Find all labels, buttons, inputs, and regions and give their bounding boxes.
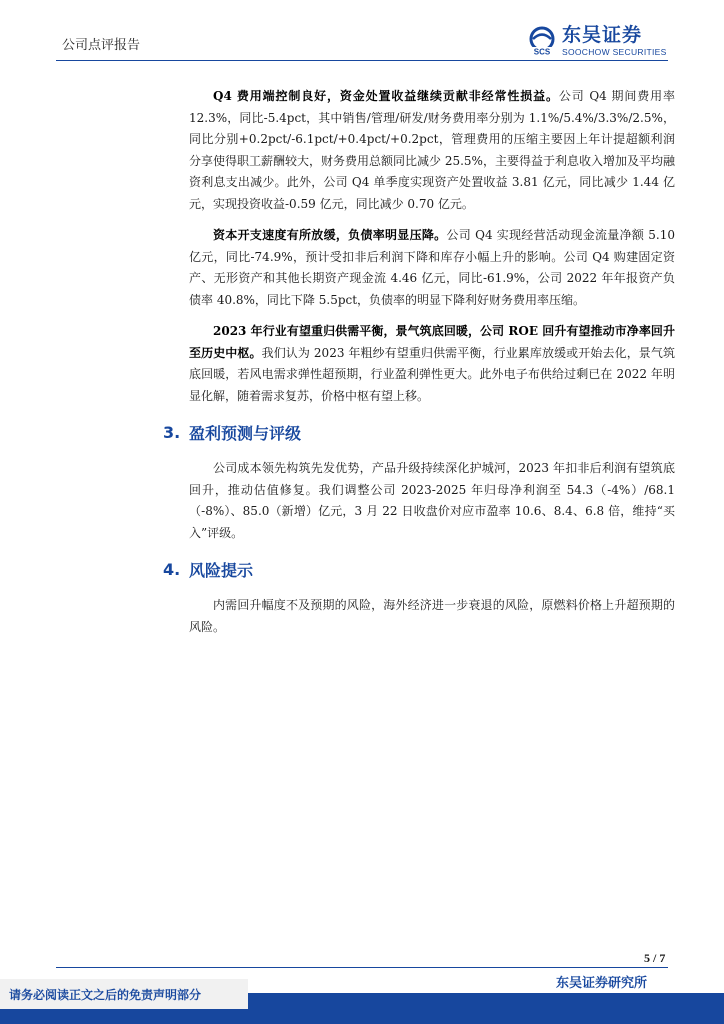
paragraph-outlook [189,321,675,407]
paragraph-risk: 内需回升幅度不及预期的风险，海外经济进一步衰退的风险，原燃料价格上升超预期的风险。 [189,598,675,634]
footer-organization: 东吴证券研究所 [556,976,648,991]
section-number: 3. [163,423,181,442]
paragraph-outlook-lead: 2023 年行业有望重归供需平衡，景气筑底回暖，公司 ROE 回升有望推动市净率回升至历史中枢。 [189,324,675,360]
footer-divider [56,967,668,968]
company-logo [527,26,667,57]
paragraph-expenses-text: 公司 Q4 期间费用率 12.3%，同比-5.4pct，其中销售/管理/研发/财务费用率分别为 1.1%/5.4%/3.3%/2.5%，同比分别+0.2pct/-6.1pct/+0.4pct/+0.2pct，管理费用的压缩主要因上年计提超额利润分享使得职工薪酬较大，财务费用总额同比减少 25.5%，主要得益于利息收入增加及平均融资利息支出减少。此外，公司 Q4 单季度实现资产处置收益 3.81 亿元，同比减少 1.44 亿元，实现投资收益-0.59 亿元，同比减少 0.70 亿元。 [189,89,675,211]
paragraph-capex-text: 公司 Q4 实现经营活动现金流量净额 5.10 亿元，同比-74.9%，预计受扣非后利润下降和库存小幅上升的影响。公司 Q4 购建固定资产、无形资产和其他长期资产现金流 4.46 亿元，同比-61.9%，公司 2022 年年报资产负债率 40.8%，同比下降 5.5pct，负债率的明显下降利好财务费用率压缩。 [189,228,675,307]
paragraph-forecast: 公司成本领先构筑先发优势，产品升级持续深化护城河，2023 年扣非后利润有望筑底回升，推动估值修复。我们调整公司 2023-2025 年归母净利润至 54.3（-4%）/68.1（-8%）、85.0（新增）亿元，3 月 22 日收盘价对应市盈率 10.6、8.4、6.8 倍，维持“买入”评级。 [189,461,675,540]
header-divider [56,60,668,61]
disclaimer-notice: 请务必阅读正文之后的免责声明部分 [0,979,248,1009]
section-title: 风险提示 [189,561,254,580]
section-heading-risk [163,558,675,581]
paragraph-capex-lead: 资本开支速度有所放缓，负债率明显压降。 [213,228,447,242]
logo-mark-text: SCS [533,47,551,57]
paragraph-outlook-text: 我们认为 2023 年粗纱有望重归供需平衡，行业累库放缓或开始去化，景气筑底回暖，若风电需求弹性超预期，行业盈利弹性更大。此外电子布供给过剩已在 2022 年明显化解，随着需求复苏，价格中枢有望上移。 [189,345,675,403]
report-category: 公司点评报告 [62,38,141,53]
paragraph-capex [189,225,675,311]
logo-english-name: SOOCHOW SECURITIES [562,47,667,57]
logo-chinese-name: 东吴证券 [562,24,643,46]
section-number: 4. [163,560,181,579]
soochow-logo-icon [527,26,557,56]
section-heading-forecast [163,421,675,444]
report-body [163,86,675,648]
section-title: 盈利预测与评级 [189,424,302,443]
page-number: 5 / 7 [644,951,666,965]
paragraph-expenses-lead: Q4 费用端控制良好，资金处置收益继续贡献非经常性损益。 [213,89,559,103]
paragraph-expenses [189,86,675,215]
